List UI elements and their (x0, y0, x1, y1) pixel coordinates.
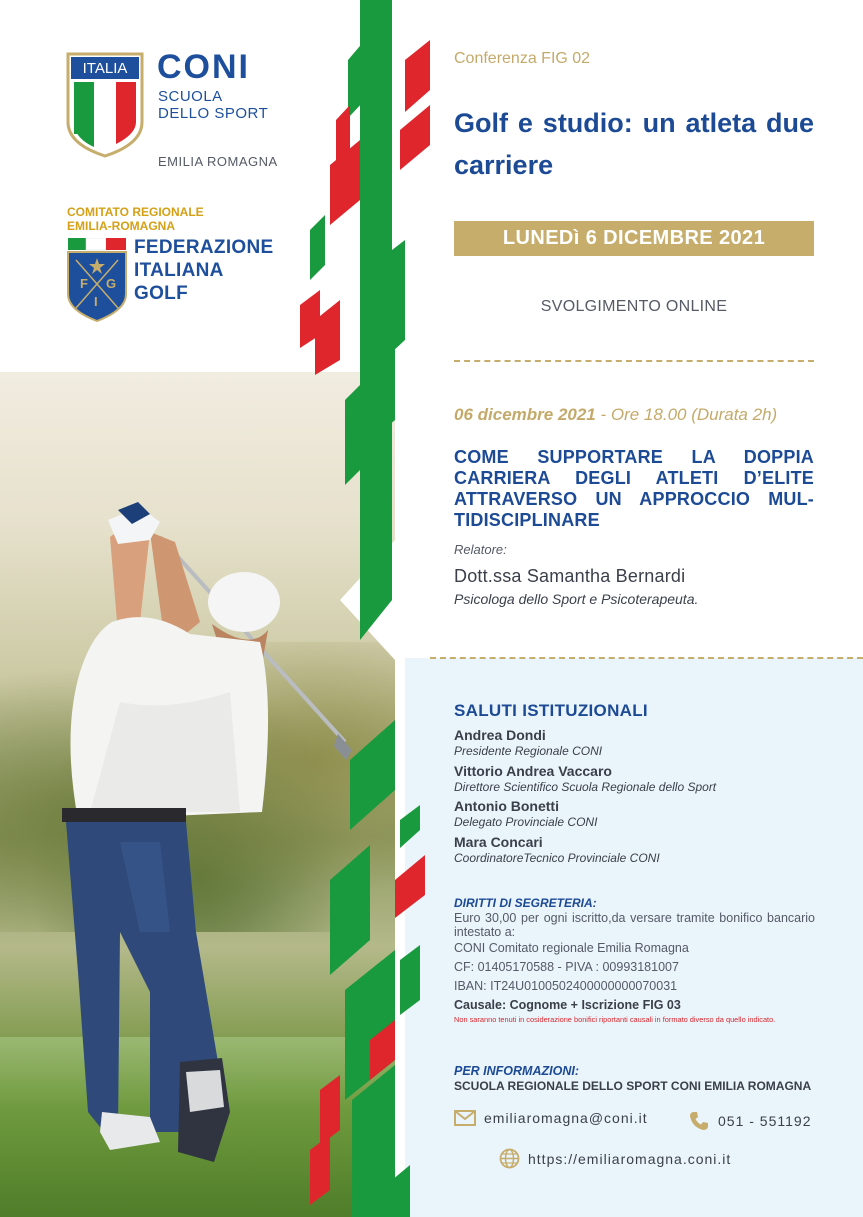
person-name: Andrea Dondi (454, 727, 546, 743)
phone-contact[interactable] (688, 1110, 811, 1132)
list-item (454, 727, 824, 763)
email-contact[interactable] (454, 1110, 648, 1126)
event-mode: SVOLGIMENTO ONLINE (540, 298, 728, 315)
info-heading: PER INFORMAZIONI: (454, 1064, 579, 1078)
session-topic: COME SUPPORTARE LA DOPPIA CARRIERA DEGLI ATLETI D’ELITE ATTRAVERSO UN APPROCCIO MUL-TIDISCIPLINARE (454, 447, 814, 530)
speaker-label: Relatore: (454, 542, 507, 557)
email-address[interactable]: emiliaromagna@coni.it (484, 1110, 648, 1126)
list-item (454, 763, 824, 799)
speaker-name: Dott.ssa Samantha Bernardi (454, 566, 686, 586)
coni-logo-title: CONI (157, 48, 250, 86)
session-time: - Ore 18.00 (Durata 2h) (595, 405, 778, 424)
payment-reference: Causale: Cognome + Iscrizione FIG 03 (454, 998, 681, 1012)
fig-shield-logo (66, 238, 128, 322)
fig-logo-name: FEDERAZIONE ITALIANA GOLF (134, 237, 274, 304)
phone-icon (688, 1110, 710, 1132)
coni-logo-subtitle: SCUOLA DELLO SPORT (158, 88, 269, 122)
phone-number[interactable]: 051 - 551192 (718, 1113, 812, 1129)
list-item (454, 834, 824, 870)
website-contact[interactable] (499, 1148, 731, 1169)
session-date: 06 dicembre 2021 (454, 405, 596, 424)
divider (430, 657, 863, 659)
fees-section (454, 896, 815, 1026)
envelope-icon (454, 1110, 476, 1126)
beneficiary: CONI Comitato regionale Emilia Romagna (454, 941, 689, 955)
website-url[interactable]: https://emiliaromagna.coni.it (528, 1150, 732, 1167)
saluti-list (454, 727, 824, 869)
conference-label: Conferenza FIG 02 (454, 50, 591, 67)
fiscal-codes: CF: 01405170588 - PIVA : 00993181007 (454, 960, 679, 974)
svg-text:G: G (106, 276, 117, 291)
coni-shield-logo (66, 52, 144, 158)
person-role: Direttore Scientifico Scuola Regionale dello Sport (454, 779, 717, 794)
fees-heading: DIRITTI DI SEGRETERIA: (454, 896, 597, 910)
fig-comitato-label: COMITATO REGIONALE EMILIA-ROMAGNA (67, 205, 204, 233)
saluti-title: SALUTI ISTITUZIONALI (454, 701, 648, 720)
person-name: Antonio Bonetti (454, 798, 559, 815)
payment-note: Non saranno tenuti in cosiderazione bonifici riportanti causali in formato diverso da quello indicato. (454, 1015, 776, 1024)
person-role: CoordinatoreTecnico Provinciale CONI (454, 850, 660, 865)
speaker-role: Psicologa dello Sport e Psicoterapeuta. (454, 591, 699, 607)
event-title: Golf e studio: un atleta due carriere (454, 108, 814, 180)
coni-region: EMILIA ROMAGNA (158, 154, 278, 169)
info-organization: SCUOLA REGIONALE DELLO SPORT CONI EMILIA ROMAGNA (454, 1079, 812, 1093)
person-name: Mara Concari (454, 833, 543, 850)
divider (454, 360, 814, 362)
person-role: Presidente Regionale CONI (454, 744, 603, 758)
person-role: Delegato Provinciale CONI (454, 815, 598, 830)
date-banner: LUNEDì 6 DICEMBRE 2021 (454, 221, 814, 256)
svg-text:I: I (94, 294, 98, 309)
globe-icon (499, 1148, 520, 1169)
session-datetime (454, 405, 777, 425)
list-item (454, 798, 824, 834)
iban: IBAN: IT24U0100502400000000070031 (454, 979, 678, 993)
svg-text:ITALIA: ITALIA (82, 60, 128, 77)
person-name: Vittorio Andrea Vaccaro (454, 762, 612, 779)
svg-text:F: F (80, 276, 88, 291)
fees-text: Euro 30,00 per ogni iscritto,da versare tramite bonifico bancario intestato a: (454, 911, 815, 939)
